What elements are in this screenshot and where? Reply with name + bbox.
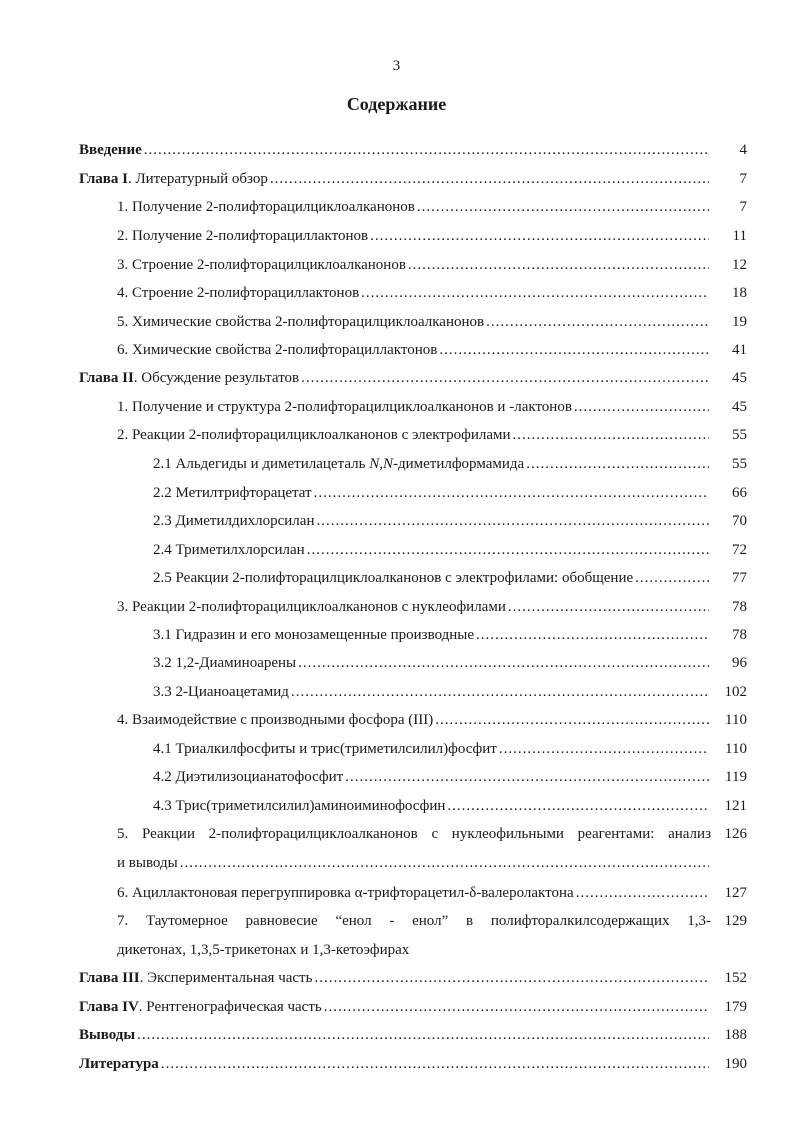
toc-entry: 4. Взаимодействие с производными фосфора (III) ..... 110: [117, 711, 747, 729]
toc-entry: 3. Реакции 2-полифторацилциклоалканонов с нуклеофилами ..... 78: [117, 598, 747, 616]
toc-entry: 2.1 Альдегиды и диметилацеталь N,N-диметилформамида ..... 55: [153, 455, 747, 473]
toc-entry-introduction: Введение ..... 4: [79, 141, 747, 159]
toc-entry-multiline: 7. Таутомерное равновесие “енол - енол” в полифторалкилсодержащих 1,3- 129 дикетонах, 1,3,5-трикетонах и 1,3-кетоэфирах: [117, 913, 747, 958]
toc-entry-chapter-3: Глава III. Экспериментальная часть ..... 152: [79, 969, 747, 987]
toc-entry: 6. Химические свойства 2-полифторациллактонов ..... 41: [117, 341, 747, 359]
toc-entry: 3. Строение 2-полифторацилциклоалканонов ..... 12: [117, 256, 747, 274]
toc-entry: 4.2 Диэтилизоцианатофосфит ..... 119: [153, 768, 747, 786]
toc-entry: 6. Ациллактоновая перегруппировка α-трифторацетил-δ-валеролактона ..... 127: [117, 884, 747, 902]
page-title: Содержание: [346, 94, 447, 114]
toc-entry: 2.3 Диметилдихлорсилан ..... 70: [153, 512, 747, 530]
toc-entry: 4.3 Трис(триметилсилил)аминоиминофосфин ..... 121: [153, 797, 747, 815]
toc-entry: 1. Получение и структура 2-полифторацилциклоалканонов и -лактонов ..... 45: [117, 398, 747, 416]
toc-entry-chapter-1: Глава I. Литературный обзор ..... 7: [79, 170, 747, 188]
toc-entry: 2.4 Триметилхлорсилан ..... 72: [153, 541, 747, 559]
page-number: 3: [392, 58, 401, 74]
toc-entry: 2. Получение 2-полифторациллактонов ..... 11: [117, 227, 747, 245]
toc-entry-multiline: 5. Реакции 2-полифторацилциклоалканонов с нуклеофильными реагентами: анализ 126 и выводы .....: [117, 825, 747, 872]
toc-entry: 5. Химические свойства 2-полифторацилциклоалканонов ..... 19: [117, 313, 747, 331]
toc-entry-conclusions: Выводы ..... 188: [79, 1026, 747, 1044]
toc-entry: 4. Строение 2-полифторациллактонов ..... 18: [117, 284, 747, 302]
toc-entry-references: Литература ..... 190: [79, 1055, 747, 1073]
toc-entry: 3.1 Гидразин и его монозамещенные производные ..... 78: [153, 626, 747, 644]
toc-entry: 2. Реакции 2-полифторацилциклоалканонов с электрофилами ..... 55: [117, 426, 747, 444]
toc-entry: 3.2 1,2-Диаминоарены ..... 96: [153, 654, 747, 672]
toc-entry: 3.3 2-Цианоацетамид ..... 102: [153, 683, 747, 701]
toc-entry: 1. Получение 2-полифторацилциклоалканонов ..... 7: [117, 198, 747, 216]
toc-entry: 2.2 Метилтрифторацетат ..... 66: [153, 484, 747, 502]
toc-entry-chapter-2: Глава II. Обсуждение результатов ..... 45: [79, 369, 747, 387]
toc-entry: 2.5 Реакции 2-полифторацилциклоалканонов с электрофилами: обобщение ..... 77: [153, 569, 747, 587]
toc-entry: 4.1 Триалкилфосфиты и трис(триметилсилил)фосфит ..... 110: [153, 740, 747, 758]
toc-entry-chapter-4: Глава IV. Рентгенографическая часть ..... 179: [79, 998, 747, 1016]
